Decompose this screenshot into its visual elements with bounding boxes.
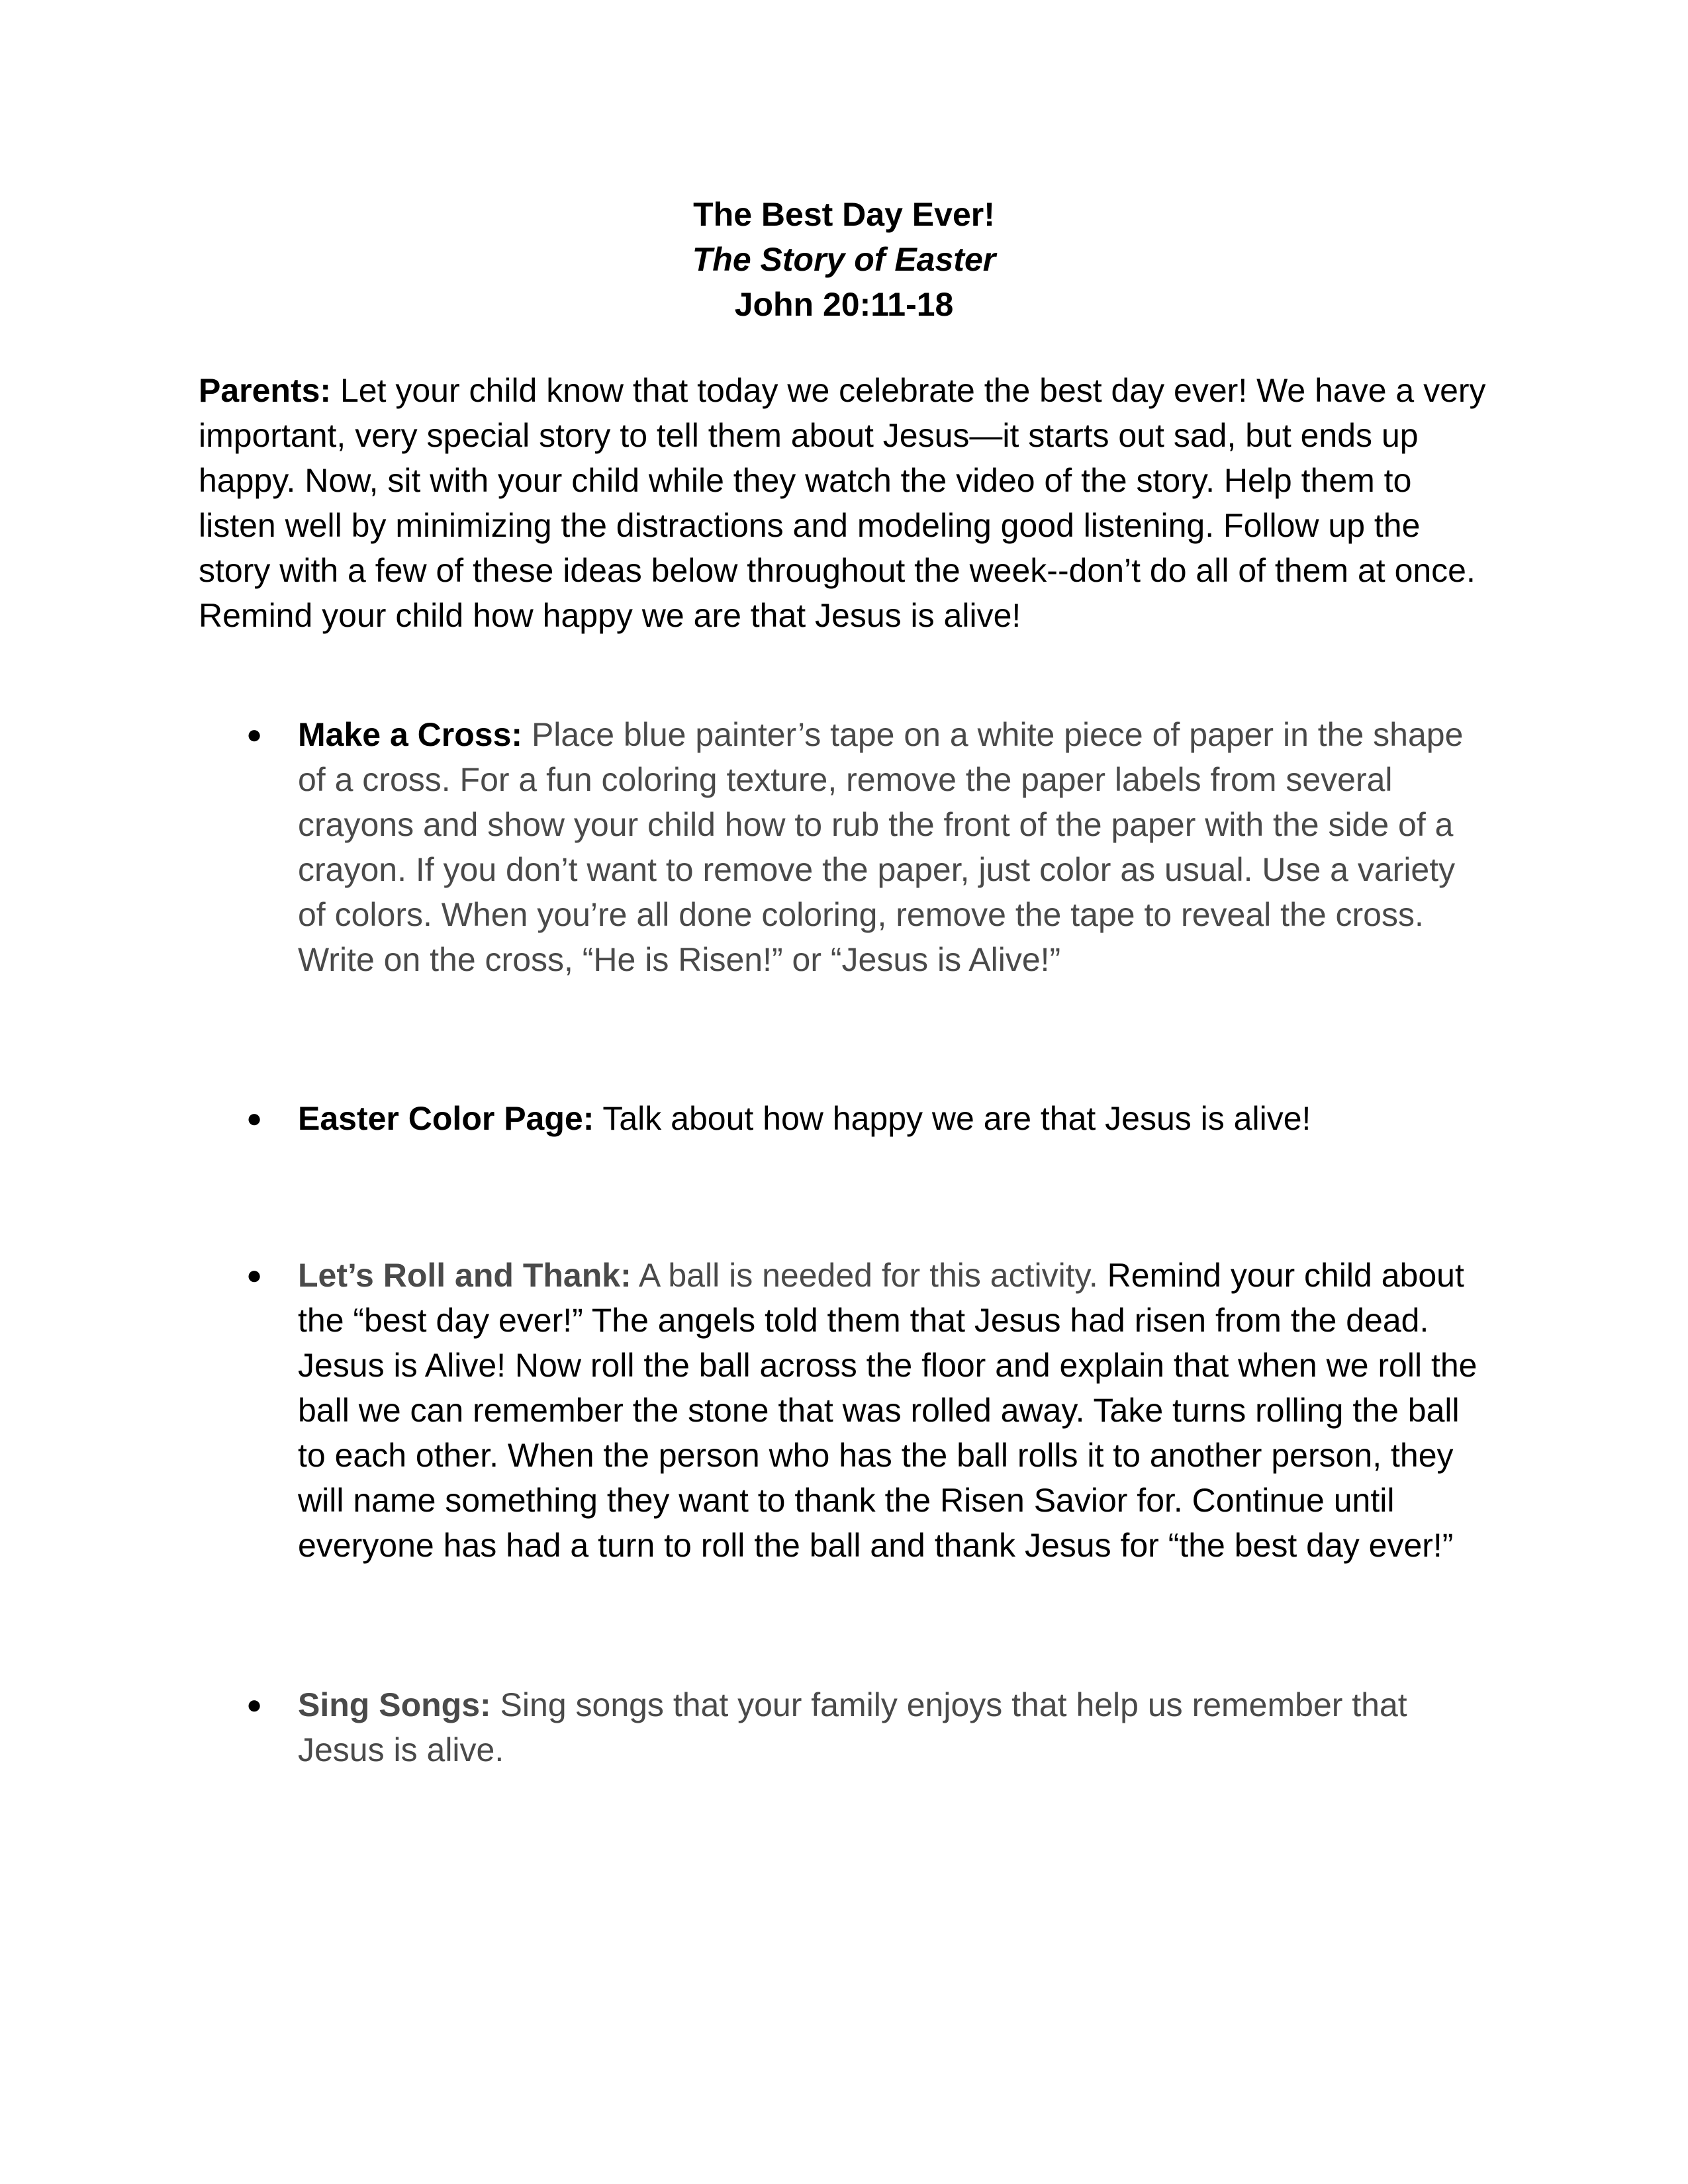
bullet-icon: ● [246, 1261, 263, 1290]
activity-text: Remind your child about the “best day ever!” The angels told them that Jesus had risen from the dead. Jesus is Alive! Now roll the ball across the floor and explain that when we roll the ball we can remember the stone that was rolled away. Take turns rolling the ball to each other. When the person who has the ball rolls it to another person, they will name something they want to thank the Risen Savior for. Continue until everyone has had a turn to roll the ball and thank Jesus for “the best day ever!” [298, 1257, 1477, 1564]
scripture-reference: John 20:11-18 [734, 286, 954, 323]
page-title: The Best Day Ever! [693, 196, 995, 233]
activity-text: Place blue painter’s tape on a white piece of paper in the shape of a cross. For a fun coloring texture, remove the paper labels from several crayons and show your child how to rub the front of the paper with the side of a crayon. If you don’t want to remove the paper, just color as usual. Use a variety of colors. When you’re all done coloring, remove the tape to reveal the cross. Write on the cross, “He is Risen!” or “Jesus is Alive!” [298, 716, 1464, 978]
bullet-icon: ● [246, 720, 263, 749]
page-subtitle: The Story of Easter [692, 241, 996, 278]
parents-intro [199, 368, 1496, 638]
activity-text: Talk about how happy we are that Jesus is alive! [594, 1100, 1311, 1137]
bullet-icon: ● [246, 1690, 263, 1719]
parents-text: Let your child know that today we celebrate the best day ever! We have a very important, very special story to tell them about Jesus—it starts out sad, but ends up happy. Now, sit with your child while they watch the video of the story. Help them to listen well by minimizing the distractions and modeling good listening. Follow up the story with a few of these ideas below throughout the week--don’t do all of them at once. Remind your child how happy we are that Jesus is alive! [199, 372, 1486, 634]
title-block [0, 192, 1688, 327]
activity-label: Let’s Roll and Thank: [298, 1257, 632, 1294]
activity-text: Sing songs that your family enjoys that help us remember that Jesus is alive. [298, 1686, 1407, 1768]
activity-text-intro: A ball is needed for this activity. [631, 1257, 1098, 1294]
activity-label: Easter Color Page: [298, 1100, 594, 1137]
bullet-icon: ● [246, 1104, 263, 1133]
activity-label: Sing Songs: [298, 1686, 491, 1723]
activity-label: Make a Cross: [298, 716, 523, 753]
parents-label: Parents: [199, 372, 332, 409]
